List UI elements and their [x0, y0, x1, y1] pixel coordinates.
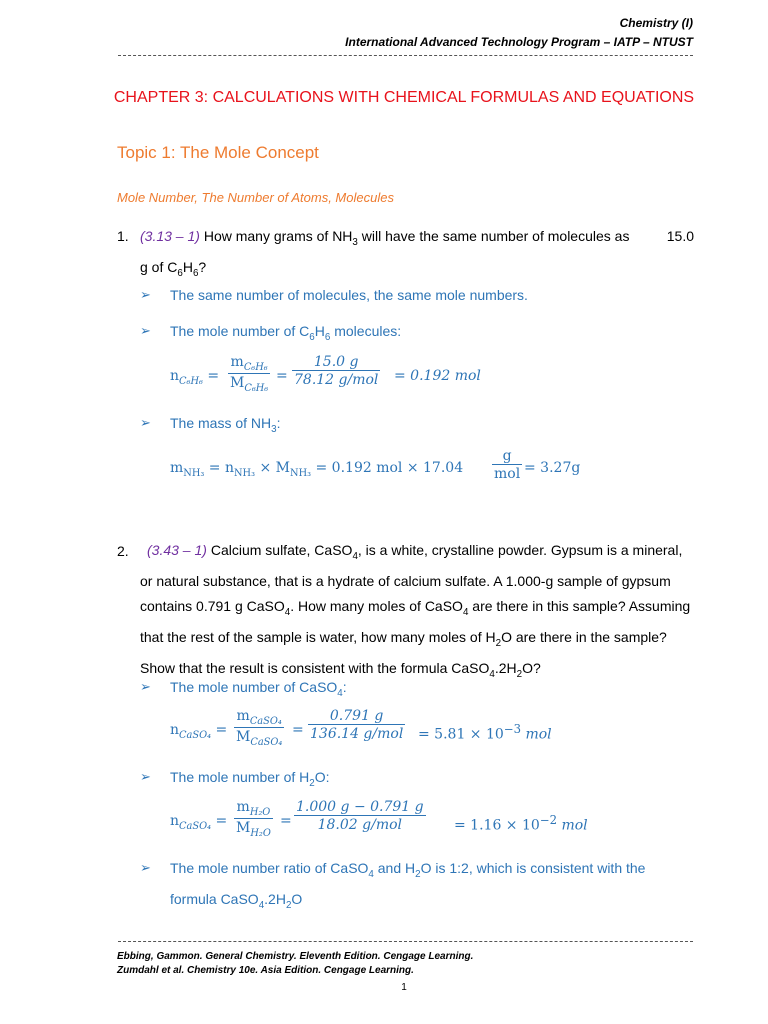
question-2-number: 2. — [117, 543, 129, 559]
equation-1: $n_{C_6H_6}$ = $\frac{m_{C_6H_6}}{M_{C_6H_6}}$ = 15.0 g 78.12 g/mol = 0.192 mol — [170, 354, 481, 394]
subtopic-title: Mole Number, The Number of Atoms, Molecules — [117, 190, 394, 205]
q2-bullet-2: The mole number of $H_2O$: — [170, 769, 330, 789]
bullet-arrow-icon: ➢ — [140, 287, 151, 302]
question-1-number: 1. — [117, 228, 129, 244]
bullet-arrow-icon: ➢ — [140, 860, 151, 875]
equation-4: $n_{CaSO_4}$ = $\frac{m_{H_2O}}{M_{H_2O}}$ = 1.000 g − 0.791 g 18.02 g/mol = $1.16 \times 10^{-2}$ mol — [170, 799, 588, 839]
q2-bullet-1: The mole number of CaSO$_4$: — [170, 679, 347, 699]
header-divider — [118, 55, 693, 56]
footer-reference-2: Zumdahl et al. Chemistry 10e. Asia Edition. Cengage Learning. — [117, 965, 414, 976]
bullet-arrow-icon: ➢ — [140, 769, 151, 784]
chapter-title: CHAPTER 3: CALCULATIONS WITH CHEMICAL FORMULAS AND EQUATIONS — [113, 89, 695, 106]
question-1-ref: (3.13 – 1) — [140, 228, 200, 244]
q2-bullet-3: The mole number ratio of CaSO$_4$ and $H_2O$ is 1:2, which is consistent with the formula $CaSO_4.2H_2O$ — [170, 860, 646, 911]
footer-divider — [118, 941, 693, 942]
q1-bullet-2: The mole number of $C_6H_6$ molecules: — [170, 323, 402, 343]
bullet-arrow-icon: ➢ — [140, 679, 151, 694]
q1-bullet-3: The mass of $NH_3$: — [170, 415, 281, 435]
bullet-arrow-icon: ➢ — [140, 415, 151, 430]
footer-reference-1: Ebbing, Gammon. General Chemistry. Eleventh Edition. Cengage Learning. — [117, 951, 474, 962]
header-course: Chemistry (I) — [619, 16, 693, 30]
page-number: 1 — [401, 982, 407, 993]
topic-title: Topic 1: The Mole Concept — [117, 143, 319, 162]
equation-3: $n_{CaSO_4}$ = $m_{CaSO_4}$ $M_{CaSO_4}$ = 0.791 g 136.14 g/mol = $5.81 \times 10^{-3}$ mol — [170, 708, 552, 748]
q1-bullet-1: The same number of molecules, the same mole numbers. — [170, 287, 528, 303]
bullet-arrow-icon: ➢ — [140, 323, 151, 338]
question-2-text: (3.43 – 1) Calcium sulfate, CaSO$_4$, is a white, crystalline powder. Gypsum is a mineral, or natural substance, that is a hydrate of calcium sulfate. A 1.000-g sample of gypsum contains 0.791 g CaSO$_4$. How many moles of CaSO$_4$ are there in this sample? Assuming that the rest of the sample is water, how many moles of $H_2O$ are there in the sample? Show that the result is consistent with the formula $CaSO_4.2H_2O$? — [140, 542, 691, 681]
equation-2: $m_{NH_3} = n_{NH_3} \times M_{NH_3} = 0.192$ mol × 17.04 g mol = 3.27g — [170, 448, 581, 482]
header-program: International Advanced Technology Program – IATP – NTUST — [345, 35, 693, 49]
question-2-ref: (3.43 – 1) — [147, 542, 207, 558]
question-1-text: (3.13 – 1) How many grams of $NH_3$ will have the same number of molecules as 15.0 g of $C_6H_6$? — [140, 228, 694, 280]
